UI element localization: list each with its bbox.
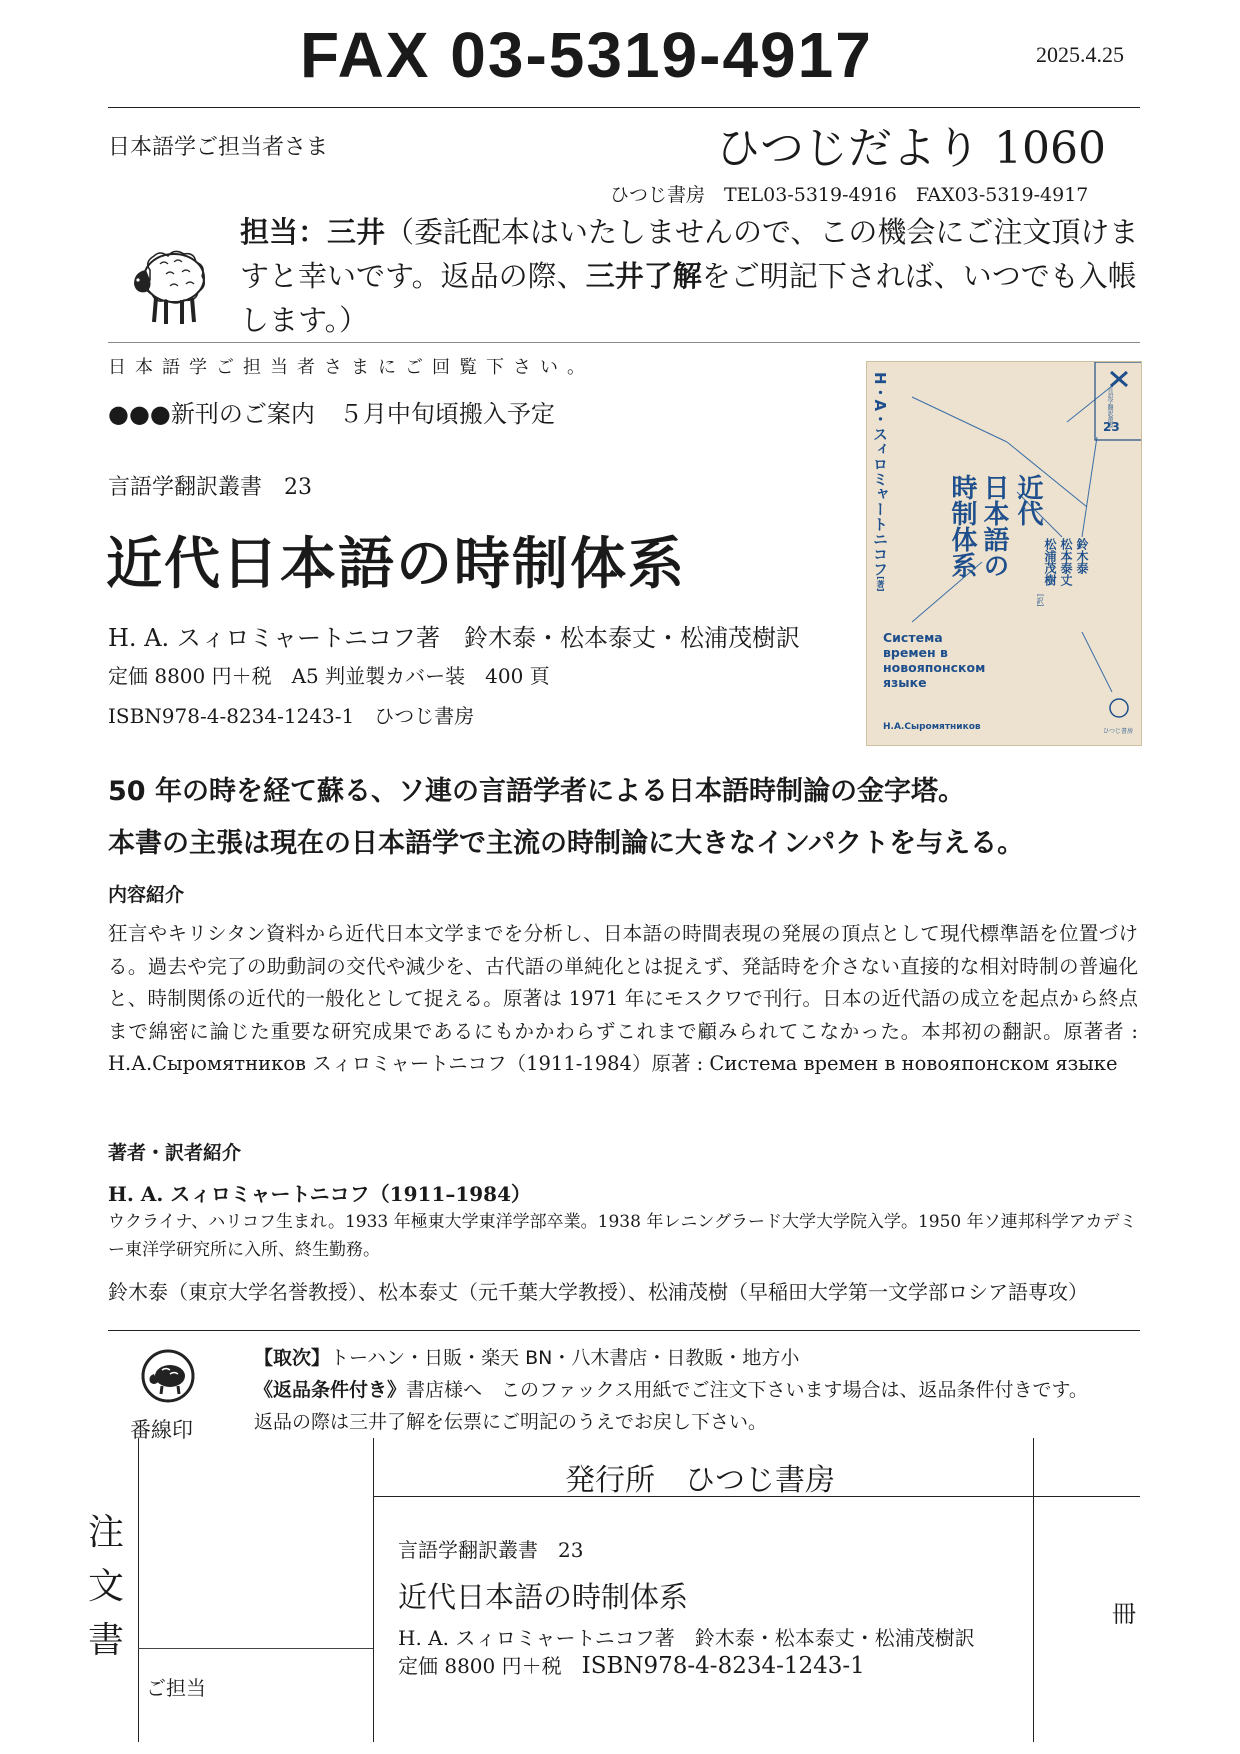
order-unit: 冊: [1112, 1600, 1136, 1628]
new-release-notice: ●●●新刊のご案内 ５月中旬頃搬入予定: [108, 400, 555, 428]
cover-title-3: 時制体系: [947, 474, 977, 578]
book-title: 近代日本語の時制体系: [106, 531, 686, 597]
cover-translator-3: 松浦茂樹: [1043, 538, 1057, 586]
cover-title-2: 日本語の: [979, 474, 1009, 578]
tagline-line-2: 本書の主張は現在の日本語学で主流の時制論に大きなインパクトを与える。: [108, 828, 1025, 859]
book-series: 言語学翻訳叢書 23: [108, 475, 312, 500]
author-name: H. A. スィロミャートニコフ（1911–1984）: [108, 1182, 531, 1206]
divider: [108, 107, 1140, 108]
order-staff-label: ご担当: [146, 1676, 206, 1700]
sheep-icon: [130, 240, 212, 328]
cover-russian-title: Система времен в новояпонском языке: [883, 630, 986, 690]
divider: [108, 342, 1140, 343]
order-grid-line: [1033, 1438, 1034, 1742]
order-title: 近代日本語の時制体系: [398, 1580, 689, 1614]
cover-russian-author: Н.А.Сыромятников: [883, 722, 981, 732]
contact-text-end: をご明記下されば、いつでも入帳します。）: [240, 259, 1137, 337]
seal-label: 番線印: [130, 1418, 193, 1442]
company-contact: ひつじ書房 TEL03-5319-4916 FAX03-5319-4917: [610, 184, 1089, 206]
recipient: 日本語学ご担当者さま: [108, 135, 329, 160]
content-heading: 内容紹介: [108, 884, 185, 906]
cover-title-1: 近代: [1013, 474, 1043, 526]
book-authors: H. A. スィロミャートニコフ著 鈴木泰・松本泰丈・松浦茂樹訳: [108, 624, 801, 652]
order-label-2: 文: [88, 1566, 125, 1607]
cover-publisher: ひつじ書房: [1103, 728, 1134, 735]
order-grid-line: [373, 1438, 374, 1742]
cover-series-number: 23: [1103, 420, 1120, 434]
order-grid-line: [138, 1648, 373, 1649]
sheep-seal-icon: [140, 1348, 196, 1404]
order-publisher: 発行所 ひつじ書房: [565, 1463, 835, 1498]
author-bio: ウクライナ、ハリコフ生まれ。1933 年極東大学東洋学部卒業。1938 年レニングラード大学大学院入学。1950 年ソ連邦科学アカデミー東洋学研究所に入所、終生勤務。: [108, 1212, 1137, 1260]
contact-label: 担当：三井: [240, 215, 386, 249]
cover-translator-suffix: [訳]: [1036, 594, 1044, 607]
distribution-info: 【取次】トーハン・日販・楽天 BN・八木書店・日教販・地方小 《返品条件付き》書店様へ このファックス用紙でご注文下さいます場合は、返品条件付きです。 返品の際は三井了解を伝票にご明記のうえでお戻し下さい。: [254, 1347, 1088, 1433]
contact-text: （委託配本はいたしませんので、この機会にご注文頂けますと幸いです。返品の際、: [240, 215, 1139, 293]
contact-emphasis: 三井了解: [585, 259, 702, 293]
divider: [108, 1330, 1140, 1331]
cover-author: H・A・スィロミャートニコフ[著]: [871, 372, 889, 592]
order-series: 言語学翻訳叢書 23: [398, 1538, 584, 1562]
order-label-3: 書: [88, 1620, 125, 1661]
issue-date: 2025.4.25: [1036, 42, 1124, 67]
cover-translator-2: 松本泰丈: [1059, 538, 1073, 586]
circulate-notice: 日本語学ご担当者さまにご回覧下さい。: [108, 357, 594, 378]
fax-number: FAX 03-5319-4917: [300, 19, 873, 91]
authors-heading: 著者・訳者紹介: [108, 1142, 242, 1164]
order-label-1: 注: [88, 1512, 125, 1553]
newsletter-title: ひつじだより 1060: [716, 123, 1106, 174]
cover-series: 言語学翻訳叢書: [1106, 386, 1113, 428]
translators: 鈴木泰（東京大学名誉教授）、松本泰丈（元千葉大学教授）、松浦茂樹（早稲田大学第一文学部ロシア語専攻）: [108, 1280, 1088, 1304]
cover-translator-1: 鈴木泰: [1075, 538, 1089, 574]
order-isbn: ISBN978-4-8234-1243-1: [581, 1653, 865, 1679]
book-price: 定価 8800 円＋税 A5 判並製カバー装 400 頁: [108, 664, 550, 688]
content-body: 狂言やキリシタン資料から近代日本文学までを分析し、日本語の時間表現の発展の頂点として現代標準語を位置づける。過去や完了の助動詞の交代や減少を、古代語の単純化とは捉えず、発話時を介さない直接的な相対時制の普遍化と、時制関係の近代的一般化として捉える。原著は 1971 年にモスクワで刊行。日本の近代語の成立を起点から終点まで綿密に論じた重要な研究成果であるにもかかわらずこれまで顧みられてこなかった。本邦初の翻訳。原著者 : Н.А.Сыромятников スィロミャートニコフ（1911-1984）原著 : Система времен в новояпонском языке: [108, 922, 1138, 1075]
order-price: 定価 8800 円＋税 ISBN978-4-8234-1243-1: [398, 1653, 865, 1679]
order-authors: H. A. スィロミャートニコフ著 鈴木泰・松本泰丈・松浦茂樹訳: [398, 1626, 975, 1650]
book-cover: [866, 361, 1142, 746]
tagline: [108, 766, 1208, 870]
book-isbn: ISBN978-4-8234-1243-1 ひつじ書房: [108, 704, 475, 728]
tagline-line-1: 50 年の時を経て蘇る、ソ連の言語学者による日本語時制論の金字塔。: [108, 776, 965, 807]
order-grid-line: [138, 1438, 139, 1742]
contact-notice: [240, 210, 1140, 342]
